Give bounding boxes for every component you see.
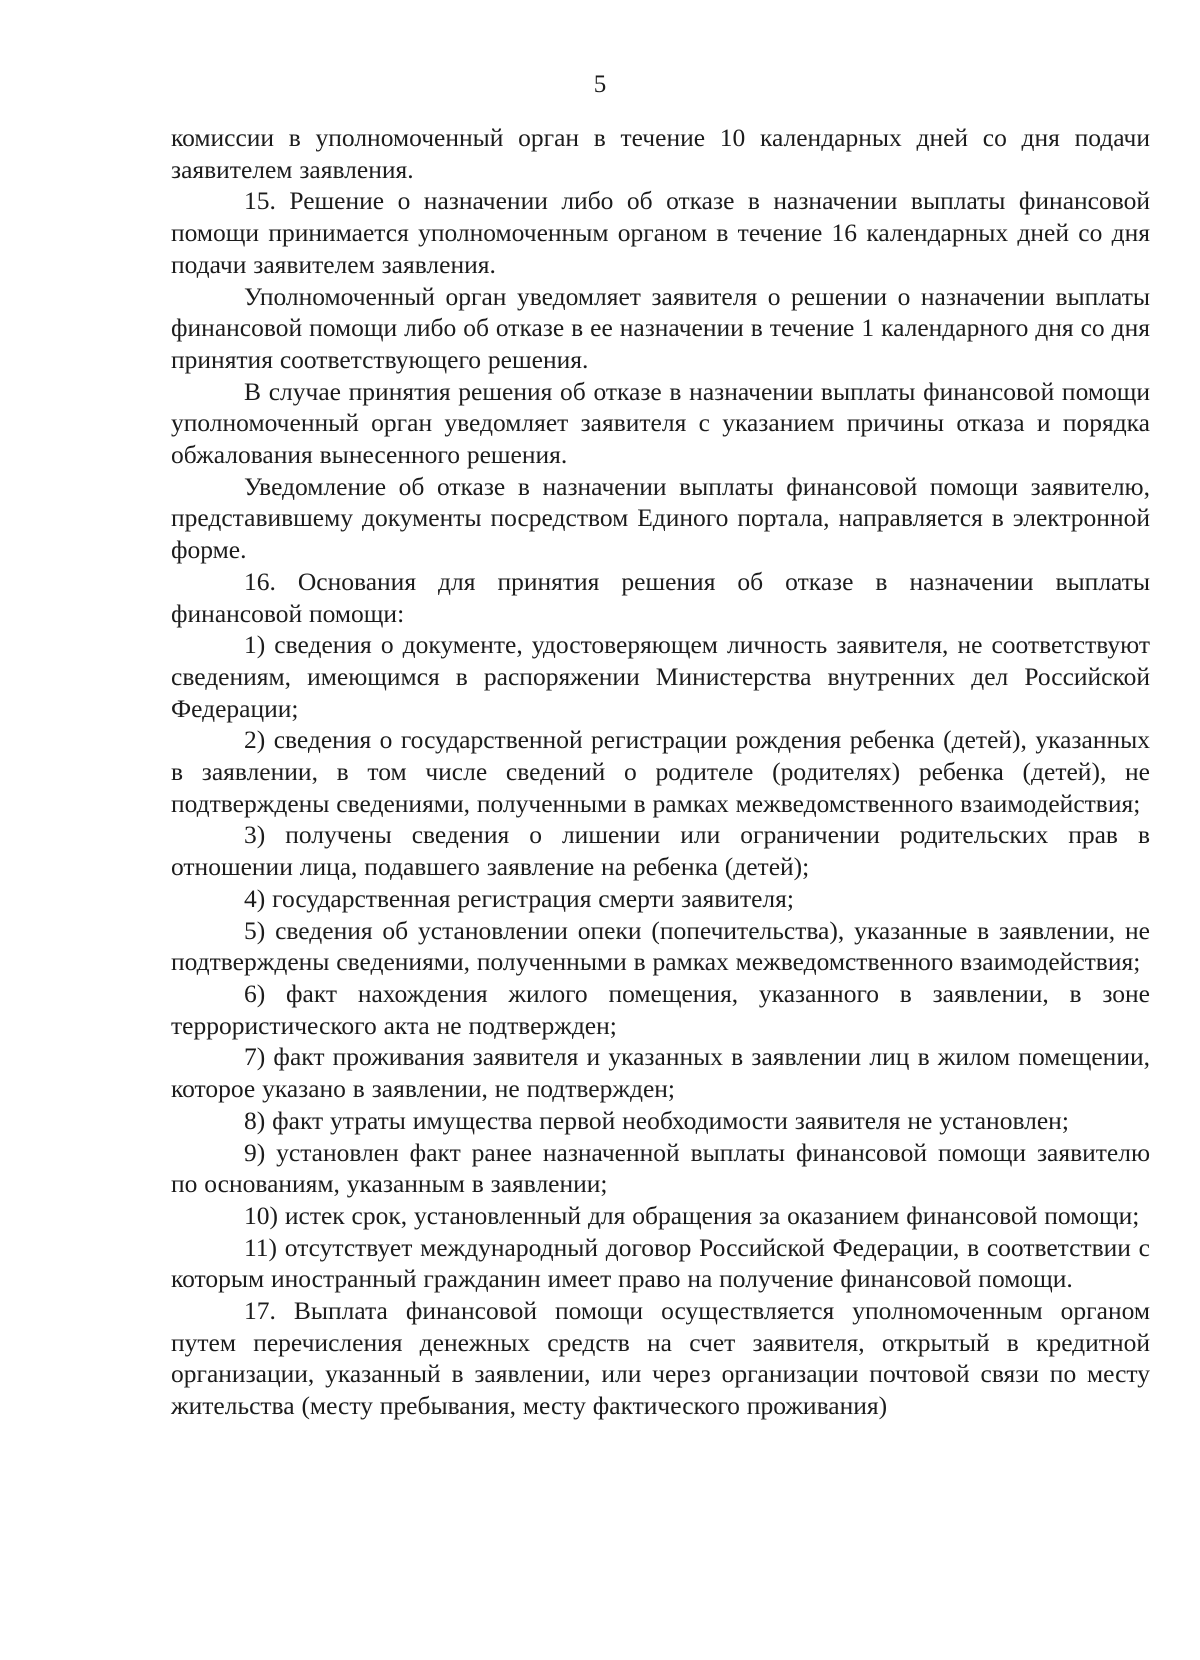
paragraph-continuation: комиссии в уполномоченный орган в течение 10 календарных дней со дня подачи заявителем заявления. <box>171 123 1150 184</box>
list-item-5: 5) сведения об установлении опеки (попечительства), указанные в заявлении, не подтверждены сведениями, полученными в рамках межведомственного взаимодействия; <box>171 915 1150 977</box>
paragraph-item-16: 16. Основания для принятия решения об отказе в назначении выплаты финансовой помощи: <box>171 566 1150 628</box>
list-item-3: 3) получены сведения о лишении или ограничении родительских прав в отношении лица, подавшего заявление на ребенка (детей); <box>171 820 1150 882</box>
list-item-2: 2) сведения о государственной регистрации рождения ребенка (детей), указанных в заявлении, в том числе сведений о родителе (родителях) ребенка (детей), не подтверждены сведениями, полученными в рамках межведомственного взаимодействия; <box>171 725 1150 818</box>
page-number: 5 <box>593 71 607 98</box>
list-item-11: 11) отсутствует международный договор Российской Федерации, в соответствии с которым иностранный гражданин имеет право на получение финансовой помощи. <box>171 1232 1150 1294</box>
list-item-9: 9) установлен факт ранее назначенной выплаты финансовой помощи заявителю по основаниям, указанным в заявлении; <box>171 1137 1150 1199</box>
paragraph-item-15: 15. Решение о назначении либо об отказе в назначении выплаты финансовой помощи принимается уполномоченным органом в течение 16 календарных дней со дня подачи заявителем заявления. <box>171 186 1150 279</box>
list-item-10: 10) истек срок, установленный для обращения за оказанием финансовой помощи; <box>244 1200 1140 1230</box>
list-item-4: 4) государственная регистрация смерти заявителя; <box>244 883 794 913</box>
list-item-6: 6) факт нахождения жилого помещения, указанного в заявлении, в зоне террористического акта не подтвержден; <box>171 978 1150 1040</box>
list-item-1: 1) сведения о документе, удостоверяющем личность заявителя, не соответствуют сведениям, имеющимся в распоряжении Министерства внутренних дел Российской Федерации; <box>171 630 1150 723</box>
paragraph-refusal-notice: В случае принятия решения об отказе в назначении выплаты финансовой помощи уполномоченный орган уведомляет заявителя с указанием причины отказа и порядка обжалования вынесенного решения. <box>171 376 1150 470</box>
paragraph-electronic-notice: Уведомление об отказе в назначении выплаты финансовой помощи заявителю, представившему документы посредством Единого портала, направляется в электронной форме. <box>171 471 1150 565</box>
list-item-7: 7) факт проживания заявителя и указанных в заявлении лиц в жилом помещении, которое указано в заявлении, не подтвержден; <box>171 1042 1150 1104</box>
list-item-8: 8) факт утраты имущества первой необходимости заявителя не установлен; <box>244 1105 1069 1135</box>
document-body <box>171 122 1150 1422</box>
paragraph-item-17: 17. Выплата финансовой помощи осуществляется уполномоченным органом путем перечисления денежных средств на счет заявителя, открытый в кредитной организации, указанный в заявлении, или через организации почтовой связи по месту жительства (месту пребывания, месту фактического проживания) <box>171 1296 1150 1421</box>
paragraph-notification: Уполномоченный орган уведомляет заявителя о решении о назначении выплаты финансовой помощи либо об отказе в ее назначении в течение 1 календарного дня со дня принятия соответствующего решения. <box>171 281 1150 374</box>
